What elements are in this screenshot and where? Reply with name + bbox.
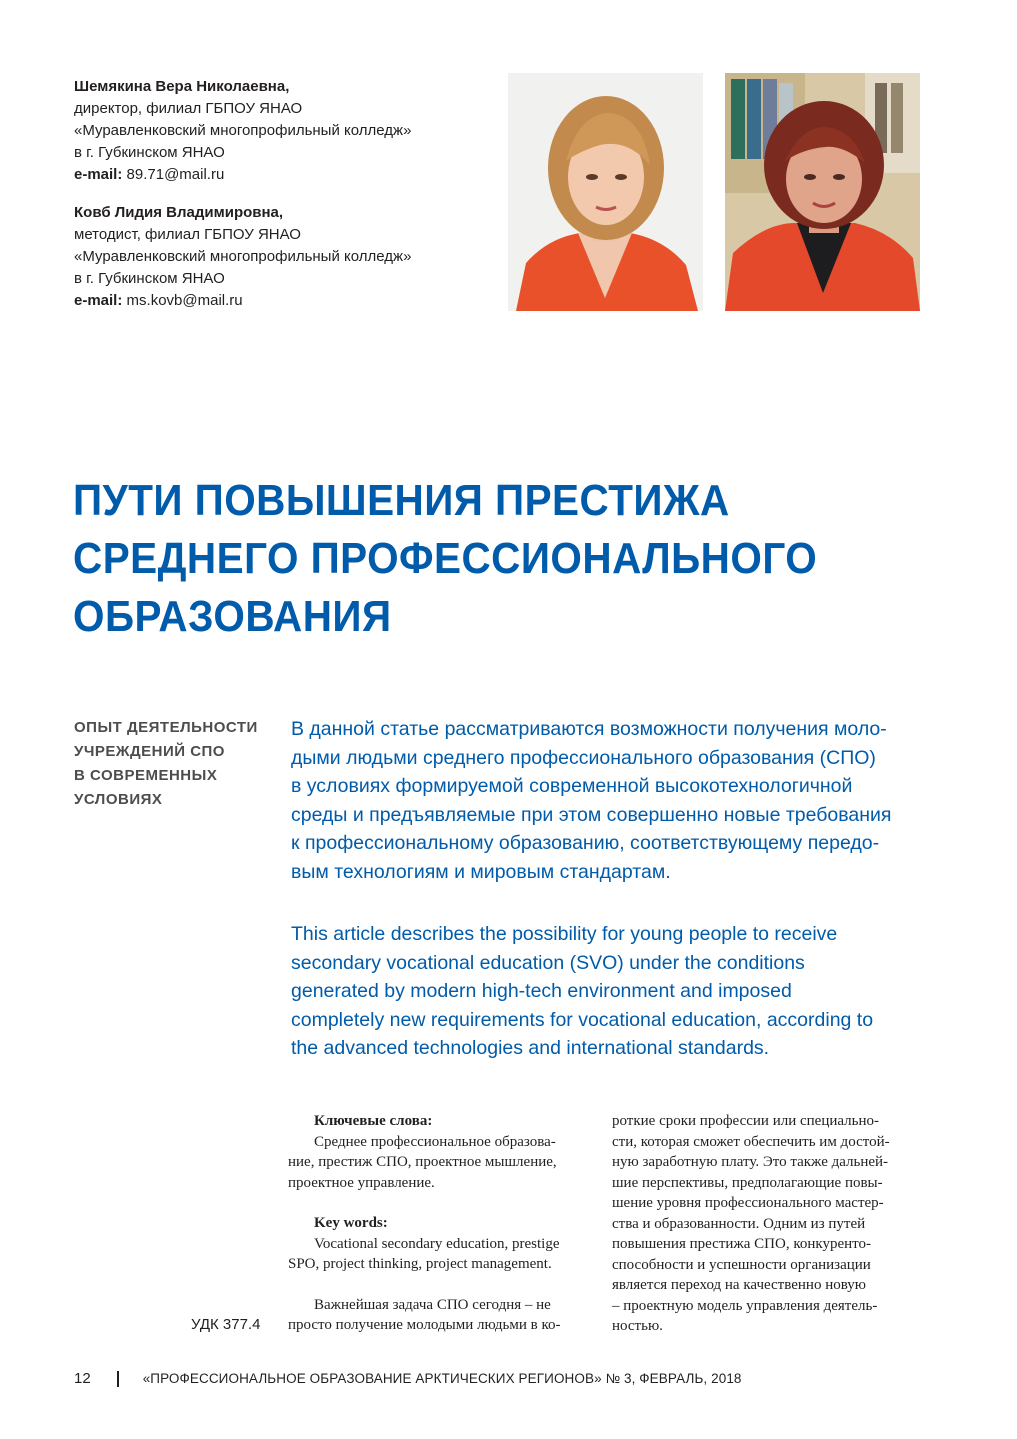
author-city: в г. Губкинском ЯНАО: [74, 270, 225, 287]
abstract-line: generated by modern high-tech environment and imposed: [291, 980, 792, 1002]
article-title: [73, 472, 883, 646]
abstract-line: к профессиональному образованию, соответствующему передо-: [291, 832, 880, 854]
abstract-line: среды и предъявляемые при этом совершенно новые требования: [291, 803, 892, 826]
author-organization: «Муравленковский многопрофильный колледж»: [74, 122, 412, 139]
author-1: [74, 76, 494, 186]
body-text-line: ства и образованности. Одним из путей: [612, 1215, 866, 1232]
abstract-line: В данной статье рассматриваются возможности получения моло-: [291, 718, 887, 740]
keywords-heading: Ключевые слова:: [314, 1113, 433, 1129]
body-text-line: шение уровня профессионального мастер-: [612, 1195, 884, 1211]
page-number: 12: [74, 1370, 91, 1387]
author-position: директор, филиал ГБПОУ ЯНАО: [74, 100, 303, 117]
body-text-line: повышения престижа СПО, конкуренто-: [612, 1236, 872, 1252]
title-line: ПУТИ ПОВЫШЕНИЯ ПРЕСТИЖА: [73, 476, 730, 525]
keywords-heading-en: Key words:: [314, 1215, 388, 1231]
abstract-line: дыми людьми среднего профессионального образования (СПО): [291, 746, 876, 769]
author-organization: «Муравленковский многопрофильный колледж»: [74, 248, 412, 265]
author-email[interactable]: 89.71@mail.ru: [126, 166, 225, 183]
abstract-line: вым технологиям и мировым стандартам.: [291, 860, 671, 883]
author-photo-1: [508, 73, 703, 311]
journal-title: «ПРОФЕССИОНАЛЬНОЕ ОБРАЗОВАНИЕ АРКТИЧЕСКИХ РЕГИОНОВ» № 3, ФЕВРАЛЬ, 2018: [142, 1371, 742, 1386]
author-block: [74, 76, 494, 312]
author-email-row: [74, 290, 494, 312]
page-footer: [74, 1370, 742, 1387]
keywords-line-en: SPO, project thinking, project management.: [288, 1256, 552, 1272]
author-name: Ковб Лидия Владимировна,: [74, 204, 284, 221]
body-text-line: просто получение молодыми людьми в ко-: [288, 1317, 561, 1333]
author-photo-2: [725, 73, 920, 311]
abstract-line: в условиях формируемой современной высокотехнологичной: [291, 775, 853, 797]
body-text-line: сти, которая сможет обеспечить им достой-: [612, 1133, 890, 1150]
rubric-line: УСЛОВИЯХ: [74, 791, 163, 808]
title-line: ОБРАЗОВАНИЯ: [73, 592, 392, 641]
rubric-line: УЧРЕЖДЕНИЙ СПО: [74, 743, 225, 760]
abstract-russian: [291, 715, 931, 886]
email-label: e-mail:: [74, 292, 123, 309]
section-rubric: [74, 716, 274, 812]
author-email-row: [74, 164, 494, 186]
body-text-line: ную заработную плату. Это также дальней-: [612, 1154, 889, 1170]
udk-code: УДК 377.4: [191, 1316, 261, 1333]
body-text-line: способности и успешности организации: [612, 1256, 871, 1273]
body-text-line: шие перспективы, предполагающие повы-: [612, 1174, 883, 1191]
abstract-line: secondary vocational education (SVO) under the conditions: [291, 951, 805, 974]
keywords-line: ние, престиж СПО, проектное мышление,: [288, 1154, 557, 1170]
email-label: e-mail:: [74, 166, 123, 183]
rubric-line: ОПЫТ ДЕЯТЕЛЬНОСТИ: [74, 719, 258, 736]
author-email[interactable]: ms.kovb@mail.ru: [126, 292, 243, 309]
rubric-line: В СОВРЕМЕННЫХ: [74, 767, 218, 784]
author-2: [74, 202, 494, 312]
abstract-line: the advanced technologies and international standards.: [291, 1037, 770, 1059]
footer-divider: [117, 1371, 119, 1387]
author-name: Шемякина Вера Николаевна,: [74, 78, 290, 95]
keywords-line: проектное управление.: [288, 1174, 435, 1191]
title-line: СРЕДНЕГО ПРОФЕССИОНАЛЬНОГО: [73, 534, 818, 583]
text-column-right: [612, 1111, 920, 1337]
author-position: методист, филиал ГБПОУ ЯНАО: [74, 226, 301, 243]
body-text-line: ностью.: [612, 1318, 663, 1334]
text-column-left: [288, 1111, 596, 1336]
abstract-line: This article describes the possibility for young people to receive: [291, 923, 838, 945]
body-text-line: роткие сроки профессии или специально-: [612, 1113, 880, 1129]
abstract-english: [291, 920, 931, 1063]
abstract-line: completely new requirements for vocational education, according to: [291, 1008, 874, 1031]
body-text-line: – проектную модель управления деятель-: [612, 1297, 878, 1314]
body-text-line: Важнейшая задача СПО сегодня – не: [314, 1296, 551, 1313]
keywords-line: Среднее профессиональное образова-: [314, 1133, 556, 1150]
keywords-line-en: Vocational secondary education, prestige: [314, 1235, 560, 1252]
author-city: в г. Губкинском ЯНАО: [74, 144, 225, 161]
body-text-line: является переход на качественно новую: [612, 1277, 866, 1293]
